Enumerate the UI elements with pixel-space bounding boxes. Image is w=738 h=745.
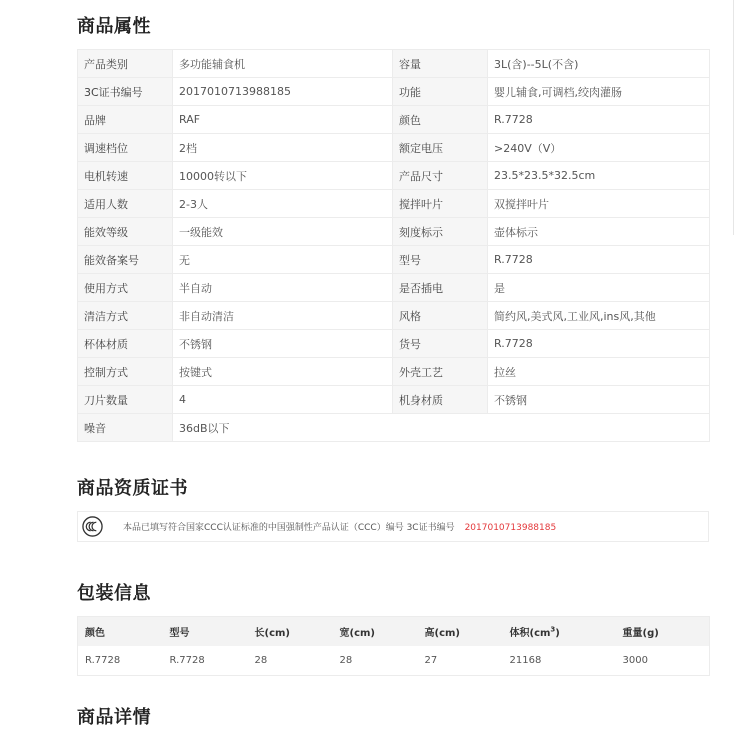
attribute-key: 品牌 — [78, 106, 173, 134]
attribute-value: 3L(含)--5L(不含) — [488, 50, 710, 78]
attribute-key: 能效等级 — [78, 218, 173, 246]
attributes-table — [77, 49, 710, 442]
certificate-box — [77, 511, 709, 542]
header-volume-sup: 3 — [550, 625, 556, 634]
attribute-key: 刻度标示 — [393, 218, 488, 246]
attribute-row — [78, 106, 710, 134]
attribute-key: 控制方式 — [78, 358, 173, 386]
packaging-title: 包装信息 — [77, 583, 151, 604]
attribute-value: 多功能辅食机 — [173, 50, 393, 78]
attribute-key: 颜色 — [393, 106, 488, 134]
packaging-volume: 21168 — [503, 646, 616, 676]
attribute-key: 能效备案号 — [78, 246, 173, 274]
attribute-value: 是 — [488, 274, 710, 302]
attribute-key: 是否插电 — [393, 274, 488, 302]
ccc-logo-icon — [82, 516, 103, 537]
attribute-key: 外壳工艺 — [393, 358, 488, 386]
header-model: 型号 — [163, 617, 248, 647]
attribute-key: 3C证书编号 — [78, 78, 173, 106]
attribute-row — [78, 190, 710, 218]
attribute-key: 产品类别 — [78, 50, 173, 78]
attribute-row — [78, 274, 710, 302]
attribute-value: R.7728 — [488, 106, 710, 134]
attribute-row — [78, 50, 710, 78]
attribute-key: 刀片数量 — [78, 386, 173, 414]
attribute-key: 型号 — [393, 246, 488, 274]
attribute-value: R.7728 — [488, 246, 710, 274]
attribute-value: 拉丝 — [488, 358, 710, 386]
header-width: 宽(cm) — [333, 617, 418, 647]
header-length: 长(cm) — [248, 617, 333, 647]
attribute-value: >240V（V） — [488, 134, 710, 162]
attribute-value: 23.5*23.5*32.5cm — [488, 162, 710, 190]
details-title: 商品详情 — [77, 707, 151, 728]
attribute-key: 杯体材质 — [78, 330, 173, 358]
attribute-value: 2017010713988185 — [173, 78, 393, 106]
attribute-row — [78, 330, 710, 358]
attribute-row — [78, 414, 710, 442]
attribute-value: 10000转以下 — [173, 162, 393, 190]
attribute-key: 机身材质 — [393, 386, 488, 414]
attribute-value: 36dB以下 — [173, 414, 710, 442]
attribute-row — [78, 78, 710, 106]
attribute-value: 不锈钢 — [173, 330, 393, 358]
attribute-value: 不锈钢 — [488, 386, 710, 414]
attribute-value: RAF — [173, 106, 393, 134]
certificate-title: 商品资质证书 — [77, 478, 188, 499]
attribute-row — [78, 246, 710, 274]
attribute-value: 按键式 — [173, 358, 393, 386]
attribute-row — [78, 358, 710, 386]
packaging-weight: 3000 — [616, 646, 710, 676]
packaging-row — [78, 646, 710, 676]
attribute-key: 风格 — [393, 302, 488, 330]
attribute-value: 2档 — [173, 134, 393, 162]
attribute-value: 婴儿辅食,可调档,绞肉灌肠 — [488, 78, 710, 106]
header-color: 颜色 — [78, 617, 163, 647]
attribute-value: 一级能效 — [173, 218, 393, 246]
attribute-row — [78, 218, 710, 246]
packaging-table — [77, 616, 710, 676]
certificate-text — [123, 520, 556, 533]
attributes-title: 商品属性 — [77, 16, 151, 37]
attribute-key: 功能 — [393, 78, 488, 106]
packaging-length: 28 — [248, 646, 333, 676]
header-volume — [503, 617, 616, 647]
certificate-description: 本品已填写符合国家CCC认证标准的中国强制性产品认证（CCC）编号 3C证书编号 — [123, 523, 455, 533]
attribute-key: 货号 — [393, 330, 488, 358]
attribute-key: 清洁方式 — [78, 302, 173, 330]
header-volume-close: ) — [555, 628, 560, 639]
attribute-value: 非自动清洁 — [173, 302, 393, 330]
packaging-height: 27 — [418, 646, 503, 676]
attribute-value: 4 — [173, 386, 393, 414]
packaging-model: R.7728 — [163, 646, 248, 676]
attribute-key: 电机转速 — [78, 162, 173, 190]
attribute-key: 适用人数 — [78, 190, 173, 218]
attribute-value: 简约风,美式风,工业风,ins风,其他 — [488, 302, 710, 330]
attribute-row — [78, 134, 710, 162]
scrollbar-edge — [733, 0, 734, 235]
attribute-key: 使用方式 — [78, 274, 173, 302]
certificate-number: 2017010713988185 — [464, 523, 557, 533]
attribute-value: 2-3人 — [173, 190, 393, 218]
attribute-row — [78, 302, 710, 330]
attribute-key: 产品尺寸 — [393, 162, 488, 190]
packaging-width: 28 — [333, 646, 418, 676]
attribute-value: 双搅拌叶片 — [488, 190, 710, 218]
attribute-value: 半自动 — [173, 274, 393, 302]
attribute-key: 调速档位 — [78, 134, 173, 162]
attribute-key: 额定电压 — [393, 134, 488, 162]
header-height: 高(cm) — [418, 617, 503, 647]
attribute-value: R.7728 — [488, 330, 710, 358]
packaging-header-row — [78, 617, 710, 647]
attribute-row — [78, 386, 710, 414]
header-weight: 重量(g) — [616, 617, 710, 647]
attribute-value: 壶体标示 — [488, 218, 710, 246]
attribute-row — [78, 162, 710, 190]
attribute-key: 搅拌叶片 — [393, 190, 488, 218]
header-volume-label: 体积(cm — [509, 628, 551, 639]
attribute-key: 容量 — [393, 50, 488, 78]
attribute-key: 噪音 — [78, 414, 173, 442]
packaging-color: R.7728 — [78, 646, 163, 676]
attribute-value: 无 — [173, 246, 393, 274]
